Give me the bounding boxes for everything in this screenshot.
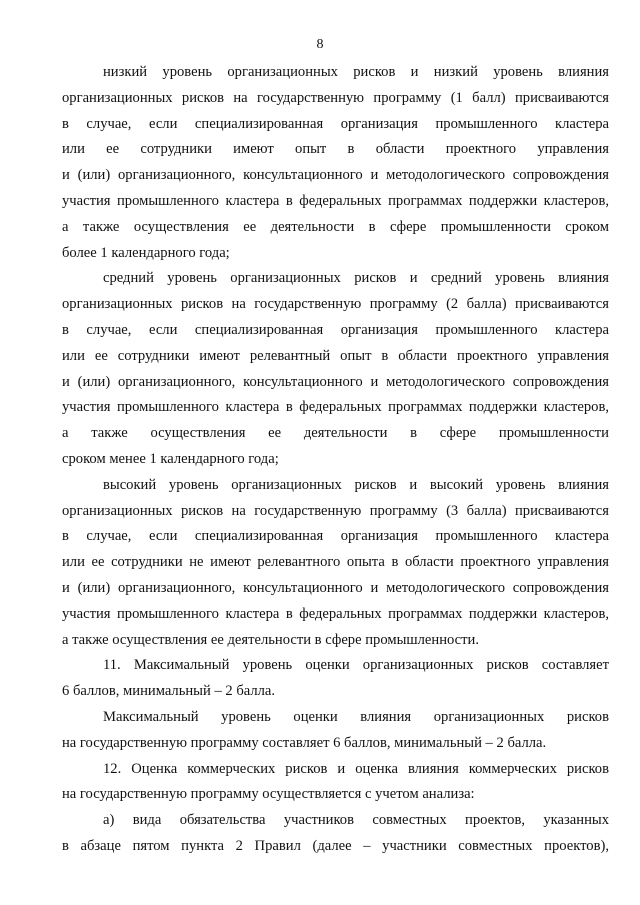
text-line: а также осуществления ее деятельности в сфере промышленности сроком: [62, 218, 609, 235]
document-body: [62, 60, 609, 860]
paragraph-high-risk: [62, 473, 609, 654]
text-line: в случае, если специализированная организация промышленного кластера: [62, 321, 609, 338]
page-number: 8: [316, 37, 324, 52]
text-line: или ее сотрудники не имеют релевантного опыта в области проектного управления: [62, 554, 609, 571]
text-line: а также осуществления ее деятельности в сфере промышленности.: [62, 631, 479, 648]
text-line: более 1 календарного года;: [62, 244, 230, 261]
text-line: 6 баллов, минимальный – 2 балла.: [62, 683, 276, 700]
text-line: участия промышленного кластера в федеральных программах поддержки кластеров,: [62, 605, 609, 622]
paragraph-clause-11-influence: [62, 705, 609, 757]
text-line: и (или) организационного, консультационного и методологического сопровождения: [62, 373, 609, 390]
paragraph-low-risk: [62, 60, 609, 266]
text-line: организационных рисков на государственную программу (1 балл) присваиваются: [62, 89, 609, 106]
text-line: и (или) организационного, консультационного и методологического сопровождения: [62, 167, 609, 184]
text-line: организационных рисков на государственную программу (3 балла) присваиваются: [62, 502, 609, 519]
text-line: организационных рисков на государственную программу (2 балла) присваиваются: [62, 296, 609, 313]
text-line: и (или) организационного, консультационного и методологического сопровождения: [62, 579, 609, 596]
text-line: 11. Максимальный уровень оценки организационных рисков составляет: [103, 657, 609, 674]
paragraph-clause-11: [62, 653, 609, 705]
text-line: Максимальный уровень оценки влияния организационных рисков: [103, 708, 609, 725]
text-line: в случае, если специализированная организация промышленного кластера: [62, 528, 609, 545]
text-line: или ее сотрудники имеют опыт в области проектного управления: [62, 141, 609, 158]
text-line: участия промышленного кластера в федеральных программах поддержки кластеров,: [62, 192, 609, 209]
paragraph-clause-12: [62, 757, 609, 809]
text-line: высокий уровень организационных рисков и высокий уровень влияния: [103, 476, 609, 493]
text-line: на государственную программу составляет 6 баллов, минимальный – 2 балла.: [62, 734, 547, 751]
text-line: а также осуществления ее деятельности в сфере промышленности: [62, 425, 609, 442]
text-line: низкий уровень организационных рисков и низкий уровень влияния: [103, 64, 609, 80]
text-line: участия промышленного кластера в федеральных программах поддержки кластеров,: [62, 399, 609, 416]
text-line: сроком менее 1 календарного года;: [62, 450, 279, 467]
paragraph-medium-risk: [62, 266, 609, 472]
text-line: на государственную программу осуществляется с учетом анализа:: [62, 786, 475, 803]
text-line: а) вида обязательства участников совместных проектов, указанных: [103, 812, 609, 829]
text-line: в абзаце пятом пункта 2 Правил (далее – участники совместных проектов),: [62, 837, 609, 854]
text-line: 12. Оценка коммерческих рисков и оценка влияния коммерческих рисков: [103, 760, 609, 777]
paragraph-clause-12-a: [62, 808, 609, 860]
text-line: или ее сотрудники имеют релевантный опыт в области проектного управления: [62, 347, 609, 364]
text-line: в случае, если специализированная организация промышленного кластера: [62, 115, 609, 132]
text-line: средний уровень организационных рисков и средний уровень влияния: [103, 270, 609, 287]
